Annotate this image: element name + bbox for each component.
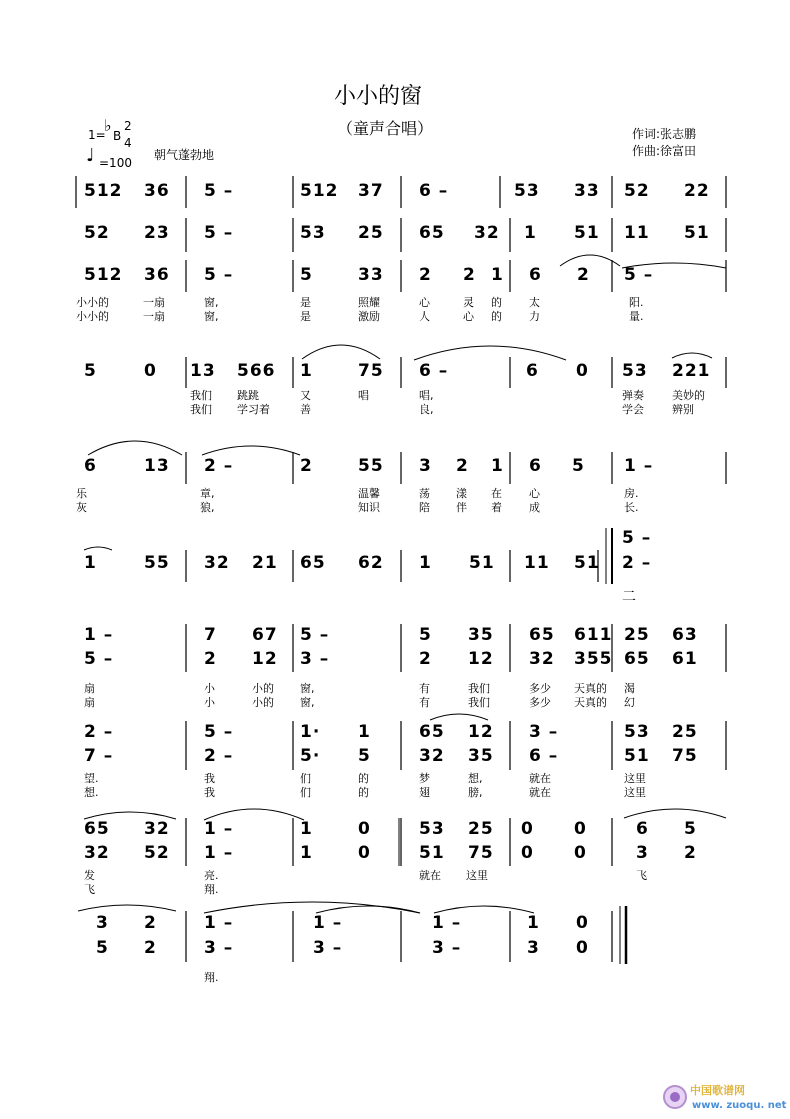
note-group: 1: [524, 223, 537, 243]
lyric-word: 渴: [624, 682, 635, 695]
lyric-word: 的: [491, 296, 502, 309]
note-group: 5 –: [204, 265, 234, 285]
note-group: 1 –: [84, 625, 114, 645]
lyric-word: 人: [419, 310, 430, 323]
note-group: 21: [252, 553, 278, 573]
lyric-word: 翅: [419, 786, 430, 799]
lyric-word: 小的: [252, 696, 274, 709]
note-group: 1: [527, 913, 540, 933]
note-group: 6: [84, 456, 97, 476]
note-group: 0: [576, 913, 589, 933]
note-group: 52: [84, 223, 110, 243]
note-group: 6: [526, 361, 539, 381]
lyric-word: 一扇: [143, 310, 165, 323]
lyric-word: 良,: [419, 403, 434, 416]
lyric-word: 天真的: [574, 682, 607, 695]
lyric-word: 小: [204, 696, 215, 709]
note-group: 5: [358, 746, 371, 766]
lyric-word: 想,: [468, 772, 483, 785]
slur: [622, 263, 726, 268]
note-group: 52: [624, 181, 650, 201]
lyric-word: 激励: [358, 310, 380, 323]
lyric-word: 们: [300, 786, 311, 799]
lyric-word: 知识: [358, 501, 380, 514]
note-group: 23: [144, 223, 170, 243]
note-group: 1: [84, 553, 97, 573]
note-group: 3: [636, 843, 649, 863]
note-group: 2: [463, 265, 476, 285]
note-group: 0: [521, 819, 534, 839]
note-group: 3 –: [529, 722, 559, 742]
tempo-mood: 朝气蓬勃地: [154, 148, 215, 162]
note-group: 3 –: [204, 938, 234, 958]
lyric-word: 伴: [456, 501, 467, 514]
note-group: 512: [84, 265, 123, 285]
watermark-url: www. zuoqu. net: [692, 1100, 787, 1111]
note-group: 0: [521, 843, 534, 863]
slur: [84, 547, 112, 550]
lyric-word: 温馨: [358, 487, 380, 500]
lyric-word: 跳跳: [237, 389, 259, 402]
note-group: 55: [358, 456, 384, 476]
note-group: 53: [624, 722, 650, 742]
lyric-word: 是: [300, 296, 311, 309]
lyric-word: 一扇: [143, 296, 165, 309]
lyric-word: 飞: [84, 883, 95, 896]
note-group: 65: [84, 819, 110, 839]
note-group: 1 –: [204, 913, 234, 933]
composer: 作曲:徐富田: [632, 144, 697, 158]
note-group: 5 –: [204, 223, 234, 243]
lyric-word: 是: [300, 310, 311, 323]
slur: [84, 812, 176, 819]
note-group: 75: [358, 361, 384, 381]
note-group: 13: [144, 456, 170, 476]
lyric-word: 美妙的: [672, 389, 705, 402]
note-group: 11: [624, 223, 650, 243]
note-group: 25: [672, 722, 698, 742]
note-group: 12: [468, 722, 494, 742]
slur: [672, 353, 712, 358]
note-group: 3 –: [432, 938, 462, 958]
lyric-word: 我们: [190, 389, 212, 402]
note-group: 1 –: [204, 819, 234, 839]
note-group: 5·: [300, 746, 321, 766]
note-group: 35: [468, 746, 494, 766]
note-group: 75: [672, 746, 698, 766]
note-group: 5 –: [204, 181, 234, 201]
lyric-word: 有: [419, 696, 430, 709]
lyric-word: 心: [463, 310, 474, 323]
note-group: 1: [300, 843, 313, 863]
lyric-word: 这里: [466, 869, 488, 882]
lyric-word: 扇: [84, 696, 95, 709]
note-group: 6 –: [419, 361, 449, 381]
lyric-word: 飞: [636, 869, 647, 882]
note-group: 53: [300, 223, 326, 243]
lyric-word: 长.: [624, 501, 639, 514]
note-group: 32: [474, 223, 500, 243]
lyric-word: 多少: [529, 696, 551, 709]
note-group: 0: [576, 361, 589, 381]
note-group: 2 –: [204, 746, 234, 766]
slur: [302, 345, 380, 359]
note-group: 61: [672, 649, 698, 669]
lyric-word: 在: [491, 487, 502, 500]
note-group: 5: [572, 456, 585, 476]
note-group: 2 –: [204, 456, 234, 476]
note-group: 65: [419, 722, 445, 742]
lyric-word: 窗,: [204, 310, 219, 323]
lyric-word: 太: [529, 296, 540, 309]
note-group: 51: [624, 746, 650, 766]
lyric-word: 们: [300, 772, 311, 785]
note-group: 1: [358, 722, 371, 742]
lyric-word: 又: [300, 389, 311, 402]
lyric-word: 心: [529, 487, 540, 500]
lyric-word: 窗,: [204, 296, 219, 309]
note-group: 53: [622, 361, 648, 381]
note-group: 0: [358, 843, 371, 863]
slur: [414, 346, 566, 360]
note-group: 5: [419, 625, 432, 645]
lyric-word: 望.: [84, 772, 99, 785]
lyric-word: 想.: [84, 786, 99, 799]
note-group: 5 –: [624, 265, 654, 285]
note-group: 36: [144, 265, 170, 285]
lyric-word: 狼,: [200, 501, 215, 514]
note-group: 25: [358, 223, 384, 243]
lyric-word: 这里: [624, 772, 646, 785]
note-group: 32: [144, 819, 170, 839]
note-group: 3: [419, 456, 432, 476]
note-group: 25: [624, 625, 650, 645]
lyric-word: 我: [204, 772, 215, 785]
note-group: 1·: [300, 722, 321, 742]
note-group: 33: [358, 265, 384, 285]
lyric-word: 漾: [456, 487, 467, 500]
note-group: 63: [672, 625, 698, 645]
note-group: 25: [468, 819, 494, 839]
note-group: 75: [468, 843, 494, 863]
lyric-word: 陪: [419, 501, 430, 514]
lyric-word: 我们: [468, 696, 490, 709]
flat-sign: ♭: [104, 116, 112, 135]
lyric-word: 成: [529, 501, 540, 514]
lyric-word: 房.: [624, 487, 639, 500]
lyric-word: 我们: [190, 403, 212, 416]
note-group: 1: [300, 819, 313, 839]
note-group: 33: [574, 181, 600, 201]
lyric-word: 翔.: [204, 883, 219, 896]
lyric-word: 有: [419, 682, 430, 695]
lyric-word: 的: [358, 772, 369, 785]
note-group: 62: [358, 553, 384, 573]
tempo-value: =100: [99, 156, 132, 170]
note-group: 65: [624, 649, 650, 669]
note-group: 6: [529, 265, 542, 285]
note-group: 5 –: [204, 722, 234, 742]
note-group: 1 –: [624, 456, 654, 476]
note-group: 7 –: [84, 746, 114, 766]
note-group: 11: [524, 553, 550, 573]
note-group: 37: [358, 181, 384, 201]
quarter-note-icon: ♩: [86, 145, 95, 166]
note-group: 2: [684, 843, 697, 863]
note-group: 6 –: [529, 746, 559, 766]
slur: [204, 809, 304, 820]
note-group: 512: [300, 181, 339, 201]
note-group: 2: [456, 456, 469, 476]
note-group: 0: [144, 361, 157, 381]
lyric-word: 的: [358, 786, 369, 799]
note-group: 5 –: [84, 649, 114, 669]
note-group: 32: [529, 649, 555, 669]
note-group: 32: [419, 746, 445, 766]
note-group: 5 –: [622, 528, 652, 548]
lyric-word: 乐: [76, 487, 87, 500]
note-group: 51: [419, 843, 445, 863]
lyric-word: 这里: [624, 786, 646, 799]
note-group: 2: [144, 913, 157, 933]
lyric-word: 小小的: [76, 310, 109, 323]
note-group: 1 –: [313, 913, 343, 933]
lyric-word: 章,: [200, 487, 215, 500]
slur: [202, 446, 300, 455]
lyric-word: 就在: [529, 786, 551, 799]
lyric-word: 灵: [463, 296, 474, 309]
note-group: 611: [574, 625, 613, 645]
slur: [78, 905, 176, 911]
note-group: 13: [190, 361, 216, 381]
note-group: 53: [514, 181, 540, 201]
lyric-word: 唱,: [419, 389, 434, 402]
note-group: 32: [84, 843, 110, 863]
key-prefix: 1=: [88, 128, 106, 142]
lyric-word: 扇: [84, 682, 95, 695]
note-group: 65: [529, 625, 555, 645]
note-group: 0: [576, 938, 589, 958]
lyric-word: 我们: [468, 682, 490, 695]
lyric-word: 力: [529, 310, 540, 323]
note-group: 2 –: [622, 553, 652, 573]
lyric-word: 窗,: [300, 682, 315, 695]
note-group: 566: [237, 361, 276, 381]
note-group: 1: [300, 361, 313, 381]
slur: [88, 441, 182, 455]
note-group: 51: [574, 553, 600, 573]
lyric-word: 就在: [419, 869, 441, 882]
lyric-word: 阳.: [629, 296, 644, 309]
note-group: 355: [574, 649, 613, 669]
note-group: 1 –: [432, 913, 462, 933]
note-group: 2: [144, 938, 157, 958]
key-note: B: [113, 129, 122, 143]
note-group: 5 –: [300, 625, 330, 645]
note-group: 3 –: [313, 938, 343, 958]
note-group: 6 –: [419, 181, 449, 201]
watermark-site-name: 中国歌谱网: [690, 1084, 745, 1097]
note-group: 7: [204, 625, 217, 645]
slur: [560, 255, 620, 266]
lyric-word: 学会: [622, 403, 644, 416]
note-group: 51: [574, 223, 600, 243]
note-group: 0: [574, 819, 587, 839]
lyric-word: 天真的: [574, 696, 607, 709]
lyric-word: 着: [491, 501, 502, 514]
note-group: 12: [252, 649, 278, 669]
lyric-word: 灰: [76, 501, 87, 514]
slur: [430, 714, 488, 720]
slur: [434, 906, 534, 913]
song-title: 小小的窗: [334, 84, 423, 109]
lyric-word: 梦: [419, 772, 430, 785]
time-signature-bottom: 4: [124, 136, 132, 150]
lyric-word: 我: [204, 786, 215, 799]
lyric-word: 辨别: [672, 403, 694, 416]
note-group: 5: [96, 938, 109, 958]
lyric-word: 弹奏: [622, 389, 644, 402]
note-group: 0: [574, 843, 587, 863]
note-group: 12: [468, 649, 494, 669]
lyric-word: 亮.: [204, 869, 219, 882]
note-group: 51: [469, 553, 495, 573]
lyric-word: 发: [84, 869, 95, 882]
lyric-word: 膀,: [468, 786, 483, 799]
lyric-word: 唱: [358, 389, 369, 402]
slur: [204, 902, 420, 913]
lyric-word: 心: [419, 296, 430, 309]
lyricist: 作词:张志鹏: [632, 127, 697, 141]
note-group: 35: [468, 625, 494, 645]
note-group: 3 –: [300, 649, 330, 669]
lyric-word: 多少: [529, 682, 551, 695]
note-group: 2: [300, 456, 313, 476]
lyric-word: 的: [491, 310, 502, 323]
lyric-word: 翔.: [204, 971, 219, 984]
note-group: 5: [300, 265, 313, 285]
note-group: 3: [96, 913, 109, 933]
lyric-word: 善: [300, 403, 311, 416]
note-group: 1: [491, 456, 504, 476]
note-group: 6: [636, 819, 649, 839]
note-group: 6: [529, 456, 542, 476]
lyric-word: 窗,: [300, 696, 315, 709]
lyric-word: 量.: [629, 310, 644, 323]
note-group: 3: [527, 938, 540, 958]
note-group: 2: [419, 649, 432, 669]
note-group: 1: [491, 265, 504, 285]
time-signature-top: 2: [124, 119, 132, 133]
divisi-mark: 二: [622, 589, 636, 605]
lyric-word: 小的: [252, 682, 274, 695]
slur: [624, 809, 726, 818]
watermark: [662, 1082, 787, 1114]
lyric-word: 荡: [419, 487, 430, 500]
note-group: 1: [419, 553, 432, 573]
note-group: 22: [684, 181, 710, 201]
lyric-word: 幻: [624, 696, 635, 709]
slur: [316, 906, 420, 913]
note-group: 51: [684, 223, 710, 243]
note-group: 55: [144, 553, 170, 573]
note-group: 2: [577, 265, 590, 285]
note-group: 2 –: [84, 722, 114, 742]
lyric-word: 照耀: [358, 296, 380, 309]
note-group: 53: [419, 819, 445, 839]
note-group: 2: [204, 649, 217, 669]
lyric-word: 就在: [529, 772, 551, 785]
note-group: 0: [358, 819, 371, 839]
note-group: 32: [204, 553, 230, 573]
watermark-logo-icon: [662, 1084, 688, 1110]
note-group: 52: [144, 843, 170, 863]
note-group: 5: [84, 361, 97, 381]
note-group: 1 –: [204, 843, 234, 863]
note-group: 512: [84, 181, 123, 201]
lyric-word: 学习着: [237, 403, 270, 416]
note-group: 65: [419, 223, 445, 243]
note-group: 221: [672, 361, 711, 381]
note-group: 67: [252, 625, 278, 645]
note-group: 2: [419, 265, 432, 285]
song-subtitle: （童声合唱）: [337, 119, 434, 138]
note-group: 36: [144, 181, 170, 201]
note-group: 65: [300, 553, 326, 573]
note-group: 5: [684, 819, 697, 839]
lyric-word: 小小的: [76, 296, 109, 309]
lyric-word: 小: [204, 682, 215, 695]
